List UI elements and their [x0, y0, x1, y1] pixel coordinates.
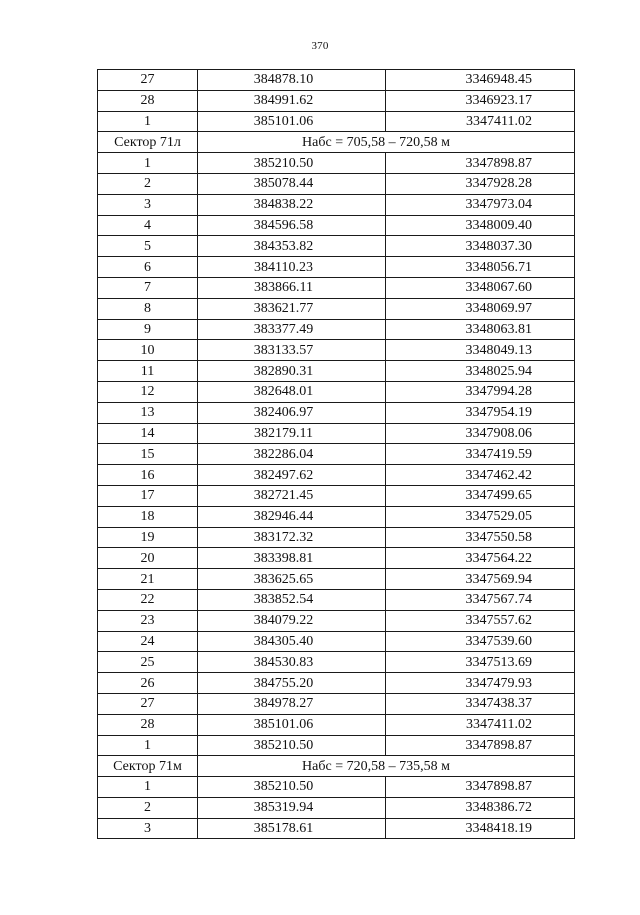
- y-coordinate-cell: 3348025.94: [386, 361, 575, 382]
- table-row: [98, 673, 575, 694]
- sector-header-row: [98, 756, 575, 777]
- table-row: [98, 797, 575, 818]
- x-coordinate-cell: 382179.11: [198, 423, 386, 444]
- x-coordinate-cell: 384530.83: [198, 652, 386, 673]
- point-number-cell: 27: [98, 693, 198, 714]
- x-coordinate-cell: 382286.04: [198, 444, 386, 465]
- x-coordinate-cell: 382721.45: [198, 485, 386, 506]
- y-coordinate-cell: 3348418.19: [386, 818, 575, 839]
- table-row: [98, 340, 575, 361]
- table-row: [98, 194, 575, 215]
- y-coordinate-cell: 3348049.13: [386, 340, 575, 361]
- table-row: [98, 90, 575, 111]
- y-coordinate-cell: 3347499.65: [386, 485, 575, 506]
- y-coordinate-cell: 3347479.93: [386, 673, 575, 694]
- table-row: [98, 818, 575, 839]
- point-number-cell: 9: [98, 319, 198, 340]
- point-number-cell: 24: [98, 631, 198, 652]
- y-coordinate-cell: 3347567.74: [386, 589, 575, 610]
- point-number-cell: 25: [98, 652, 198, 673]
- y-coordinate-cell: 3347539.60: [386, 631, 575, 652]
- y-coordinate-cell: 3347973.04: [386, 194, 575, 215]
- table-row: [98, 381, 575, 402]
- y-coordinate-cell: 3348069.97: [386, 298, 575, 319]
- table-row: [98, 735, 575, 756]
- point-number-cell: 11: [98, 361, 198, 382]
- x-coordinate-cell: 384596.58: [198, 215, 386, 236]
- y-coordinate-cell: 3347928.28: [386, 173, 575, 194]
- table-row: [98, 465, 575, 486]
- point-number-cell: 1: [98, 153, 198, 174]
- point-number-cell: 27: [98, 70, 198, 91]
- point-number-cell: 14: [98, 423, 198, 444]
- y-coordinate-cell: 3348056.71: [386, 257, 575, 278]
- y-coordinate-cell: 3347513.69: [386, 652, 575, 673]
- point-number-cell: 5: [98, 236, 198, 257]
- x-coordinate-cell: 383377.49: [198, 319, 386, 340]
- table-row: [98, 423, 575, 444]
- point-number-cell: 17: [98, 485, 198, 506]
- x-coordinate-cell: 382890.31: [198, 361, 386, 382]
- x-coordinate-cell: 385319.94: [198, 797, 386, 818]
- table-row: [98, 402, 575, 423]
- sector-name: Сектор 71л: [98, 132, 198, 153]
- x-coordinate-cell: 384755.20: [198, 673, 386, 694]
- y-coordinate-cell: 3347411.02: [386, 714, 575, 735]
- y-coordinate-cell: 3347564.22: [386, 548, 575, 569]
- table-row: [98, 610, 575, 631]
- point-number-cell: 23: [98, 610, 198, 631]
- x-coordinate-cell: 382946.44: [198, 506, 386, 527]
- y-coordinate-cell: 3347994.28: [386, 381, 575, 402]
- point-number-cell: 18: [98, 506, 198, 527]
- table-row: [98, 569, 575, 590]
- x-coordinate-cell: 384991.62: [198, 90, 386, 111]
- point-number-cell: 19: [98, 527, 198, 548]
- table-row: [98, 153, 575, 174]
- sector-height-range: Набс = 705,58 – 720,58 м: [198, 132, 575, 153]
- x-coordinate-cell: 383621.77: [198, 298, 386, 319]
- x-coordinate-cell: 384079.22: [198, 610, 386, 631]
- x-coordinate-cell: 384110.23: [198, 257, 386, 278]
- y-coordinate-cell: 3348386.72: [386, 797, 575, 818]
- x-coordinate-cell: 383133.57: [198, 340, 386, 361]
- y-coordinate-cell: 3348009.40: [386, 215, 575, 236]
- x-coordinate-cell: 382406.97: [198, 402, 386, 423]
- sector-height-range: Набс = 720,58 – 735,58 м: [198, 756, 575, 777]
- x-coordinate-cell: 384978.27: [198, 693, 386, 714]
- coordinates-table-body: [98, 70, 575, 839]
- table-row: [98, 777, 575, 798]
- table-row: [98, 236, 575, 257]
- x-coordinate-cell: 385210.50: [198, 777, 386, 798]
- table-row: [98, 444, 575, 465]
- table-row: [98, 485, 575, 506]
- point-number-cell: 22: [98, 589, 198, 610]
- x-coordinate-cell: 382497.62: [198, 465, 386, 486]
- y-coordinate-cell: 3348037.30: [386, 236, 575, 257]
- coordinates-table: [97, 69, 575, 839]
- x-coordinate-cell: 383866.11: [198, 277, 386, 298]
- point-number-cell: 13: [98, 402, 198, 423]
- table-row: [98, 257, 575, 278]
- point-number-cell: 26: [98, 673, 198, 694]
- point-number-cell: 2: [98, 173, 198, 194]
- point-number-cell: 8: [98, 298, 198, 319]
- y-coordinate-cell: 3347954.19: [386, 402, 575, 423]
- table-row: [98, 506, 575, 527]
- x-coordinate-cell: 383398.81: [198, 548, 386, 569]
- point-number-cell: 4: [98, 215, 198, 236]
- table-row: [98, 298, 575, 319]
- x-coordinate-cell: 385101.06: [198, 714, 386, 735]
- y-coordinate-cell: 3347898.87: [386, 153, 575, 174]
- table-row: [98, 70, 575, 91]
- point-number-cell: 1: [98, 111, 198, 132]
- x-coordinate-cell: 385210.50: [198, 153, 386, 174]
- table-row: [98, 548, 575, 569]
- y-coordinate-cell: 3346923.17: [386, 90, 575, 111]
- point-number-cell: 28: [98, 714, 198, 735]
- point-number-cell: 15: [98, 444, 198, 465]
- x-coordinate-cell: 383625.65: [198, 569, 386, 590]
- point-number-cell: 1: [98, 777, 198, 798]
- y-coordinate-cell: 3347529.05: [386, 506, 575, 527]
- y-coordinate-cell: 3346948.45: [386, 70, 575, 91]
- table-row: [98, 589, 575, 610]
- x-coordinate-cell: 384838.22: [198, 194, 386, 215]
- point-number-cell: 3: [98, 194, 198, 215]
- y-coordinate-cell: 3347462.42: [386, 465, 575, 486]
- point-number-cell: 3: [98, 818, 198, 839]
- x-coordinate-cell: 385178.61: [198, 818, 386, 839]
- sector-header-row: [98, 132, 575, 153]
- y-coordinate-cell: 3347898.87: [386, 735, 575, 756]
- y-coordinate-cell: 3347550.58: [386, 527, 575, 548]
- x-coordinate-cell: 384305.40: [198, 631, 386, 652]
- point-number-cell: 6: [98, 257, 198, 278]
- point-number-cell: 12: [98, 381, 198, 402]
- y-coordinate-cell: 3347411.02: [386, 111, 575, 132]
- point-number-cell: 28: [98, 90, 198, 111]
- table-row: [98, 693, 575, 714]
- table-row: [98, 111, 575, 132]
- table-row: [98, 714, 575, 735]
- point-number-cell: 21: [98, 569, 198, 590]
- x-coordinate-cell: 385078.44: [198, 173, 386, 194]
- table-row: [98, 173, 575, 194]
- y-coordinate-cell: 3348067.60: [386, 277, 575, 298]
- sector-name: Сектор 71м: [98, 756, 198, 777]
- point-number-cell: 7: [98, 277, 198, 298]
- y-coordinate-cell: 3348063.81: [386, 319, 575, 340]
- point-number-cell: 2: [98, 797, 198, 818]
- x-coordinate-cell: 384353.82: [198, 236, 386, 257]
- page-number: 370: [311, 40, 329, 52]
- table-row: [98, 319, 575, 340]
- point-number-cell: 1: [98, 735, 198, 756]
- x-coordinate-cell: 383852.54: [198, 589, 386, 610]
- point-number-cell: 20: [98, 548, 198, 569]
- y-coordinate-cell: 3347419.59: [386, 444, 575, 465]
- table-row: [98, 215, 575, 236]
- table-row: [98, 631, 575, 652]
- y-coordinate-cell: 3347569.94: [386, 569, 575, 590]
- x-coordinate-cell: 385210.50: [198, 735, 386, 756]
- table-row: [98, 527, 575, 548]
- y-coordinate-cell: 3347438.37: [386, 693, 575, 714]
- y-coordinate-cell: 3347557.62: [386, 610, 575, 631]
- x-coordinate-cell: 382648.01: [198, 381, 386, 402]
- table-row: [98, 277, 575, 298]
- point-number-cell: 16: [98, 465, 198, 486]
- x-coordinate-cell: 385101.06: [198, 111, 386, 132]
- table-row: [98, 652, 575, 673]
- y-coordinate-cell: 3347898.87: [386, 777, 575, 798]
- y-coordinate-cell: 3347908.06: [386, 423, 575, 444]
- point-number-cell: 10: [98, 340, 198, 361]
- table-row: [98, 361, 575, 382]
- x-coordinate-cell: 384878.10: [198, 70, 386, 91]
- x-coordinate-cell: 383172.32: [198, 527, 386, 548]
